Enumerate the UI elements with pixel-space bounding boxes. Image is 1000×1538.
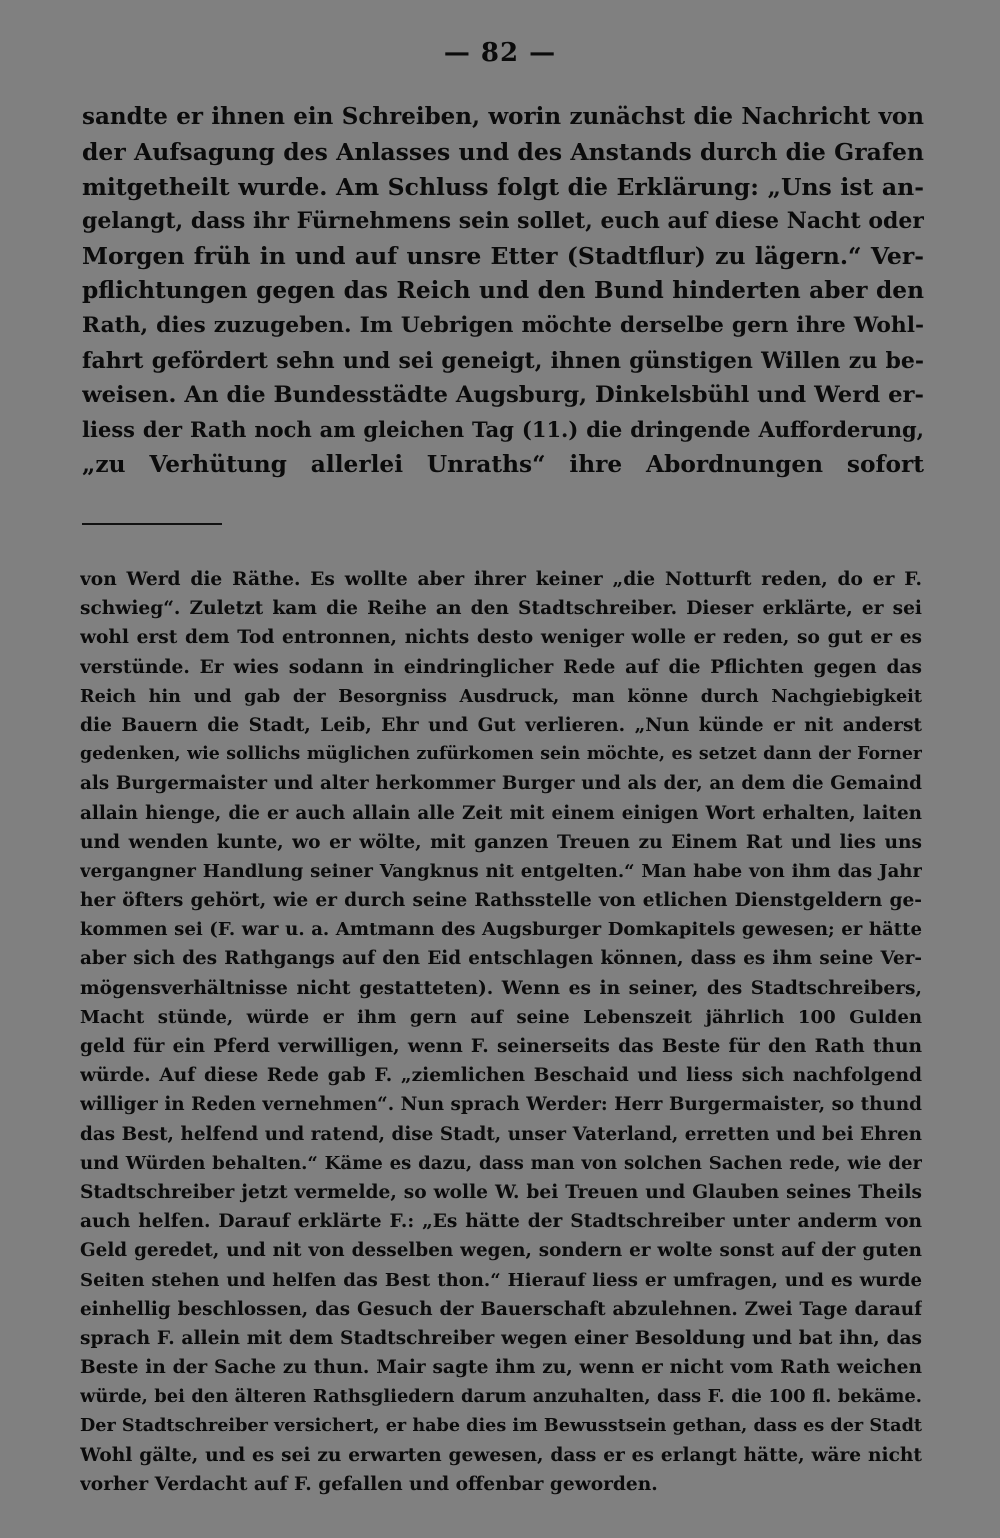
footnote-line: Beste in der Sache zu thun. Mair sagte ihm zu, wenn er nicht vom Rath weichen xyxy=(80,1357,922,1379)
footnote-line: die Bauern die Stadt, Leib, Ehr und Gut verlieren. „Nun künde er nit anderst xyxy=(80,714,922,736)
main-text-line: Rath, dies zuzugeben. Im Uebrigen möchte derselbe gern ihre Wohl- xyxy=(82,312,924,338)
footnote-line: als Burgermaister und alter herkommer Burger und als der, an dem die Gemaind xyxy=(80,773,922,795)
footnote-line: einhellig beschlossen, das Gesuch der Bauerschaft abzulehnen. Zwei Tage darauf xyxy=(80,1298,922,1320)
footnote-divider xyxy=(82,523,222,525)
footnote-line: Stadtschreiber jetzt vermelde, so wolle W. bei Treuen und Glauben seines Theils xyxy=(80,1181,922,1203)
footnote-line: würde. Auf diese Rede gab F. „ziemlichen Beschaid und liess sich nachfolgend xyxy=(80,1065,922,1087)
footnote-line: williger in Reden vernehmen“. Nun sprach Werder: Herr Burgermaister, so thund xyxy=(80,1094,922,1116)
main-text-line: weisen. An die Bundesstädte Augsburg, Dinkelsbühl und Werd er- xyxy=(82,382,924,409)
footnote-text xyxy=(80,565,922,1499)
main-text-line: fahrt gefördert sehn und sei geneigt, ihnen günstigen Willen zu be- xyxy=(82,347,924,374)
page-number: — 82 — xyxy=(443,38,557,68)
footnote-line: und Würden behalten.“ Käme es dazu, dass man von solchen Sachen rede, wie der xyxy=(80,1152,922,1174)
main-text-line: pflichtungen gegen das Reich und den Bund hinderten aber den xyxy=(82,276,924,304)
main-text-line: der Aufsagung des Anlasses und des Anstands durch die Grafen xyxy=(82,137,924,166)
footnote-line: Der Stadtschreiber versichert, er habe dies im Bewusstsein gethan, dass es der Stadt xyxy=(80,1415,922,1437)
main-text-line: gelangt, dass ihr Fürnehmens sein sollet, euch auf diese Nacht oder xyxy=(82,208,924,235)
footnote-line: allain hienge, die er auch allain alle Zeit mit einem einigen Wort erhalten, laiten xyxy=(80,802,922,824)
footnote-line: Reich hin und gab der Besorgniss Ausdruck, man könne durch Nachgiebigkeit xyxy=(80,685,922,707)
footnote-line: verstünde. Er wies sodann in eindringlicher Rede auf die Pflichten gegen das xyxy=(80,656,922,678)
footnote-line: von Werd die Räthe. Es wollte aber ihrer keiner „die Notturft reden, do er F. xyxy=(80,569,922,590)
footnote-line: Macht stünde, würde er ihm gern auf seine Lebenszeit jährlich 100 Gulden xyxy=(80,1006,922,1028)
footnote-line: sprach F. allein mit dem Stadtschreiber wegen einer Besoldung und bat ihn, das xyxy=(80,1327,922,1349)
footnote-line: vorher Verdacht auf F. gefallen und offenbar geworden. xyxy=(80,1473,658,1495)
main-text-line: „zu Verhütung allerlei Unraths“ ihre Abordnungen sofort xyxy=(82,450,924,478)
footnote-line: das Best, helfend und ratend, dise Stadt, unser Vaterland, erretten und bei Ehren xyxy=(80,1123,922,1145)
footnote-line: Geld geredet, und nit von desselben wegen, sondern er wolte sonst auf der guten xyxy=(80,1240,922,1262)
footnote-line: würde, bei den älteren Rathsgliedern darum anzuhalten, dass F. die 100 fl. bekäme. xyxy=(80,1386,922,1408)
footnote-line: Wohl gälte, und es sei zu erwarten gewesen, dass er es erlangt hätte, wäre nicht xyxy=(80,1444,922,1466)
footnote-line: schwieg“. Zuletzt kam die Reihe an den Stadtschreiber. Dieser erklärte, er sei xyxy=(80,598,922,620)
main-text-line: mitgetheilt wurde. Am Schluss folgt die Erklärung: „Uns ist an- xyxy=(82,172,924,201)
footnote-line: gedenken, wie sollichs müglichen zufürkomen sein möchte, es setzet dann der Forner xyxy=(80,744,922,765)
main-text xyxy=(82,100,924,483)
footnote-line: vergangner Handlung seiner Vangknus nit entgelten.“ Man habe von ihm das Jahr xyxy=(80,860,922,882)
footnote-line: kommen sei (F. war u. a. Amtmann des Augsburger Domkapitels gewesen; er hätte xyxy=(80,919,922,941)
footnote-line: wohl erst dem Tod entronnen, nichts desto weniger wolle er reden, so gut er es xyxy=(80,627,922,649)
footnote-line: geld für ein Pferd verwilligen, wenn F. seinerseits das Beste für den Rath thun xyxy=(80,1036,922,1057)
main-text-line: liess der Rath noch am gleichen Tag (11.) die dringende Aufforderung, xyxy=(82,417,924,443)
footnote-line: aber sich des Rathgangs auf den Eid entschlagen können, dass es ihm seine Ver- xyxy=(80,948,922,970)
main-text-line: sandte er ihnen ein Schreiben, worin zunächst die Nachricht von xyxy=(82,103,924,130)
footnote-line: und wenden kunte, wo er wölte, mit ganzen Treuen zu Einem Rat und lies uns xyxy=(80,831,922,853)
main-text-line: Morgen früh in und auf unsre Etter (Stadtflur) zu lägern.“ Ver- xyxy=(82,242,924,271)
footnote-line: Seiten stehen und helfen das Best thon.“ Hierauf liess er umfragen, und es wurde xyxy=(80,1269,922,1291)
footnote-line: her öfters gehört, wie er durch seine Rathsstelle von etlichen Dienstgeldern ge- xyxy=(80,890,922,912)
footnote-line: auch helfen. Darauf erklärte F.: „Es hätte der Stadtschreiber unter anderm von xyxy=(80,1211,922,1233)
footnote-line: mögensverhältnisse nicht gestatteten). Wenn es in seiner, des Stadtschreibers, xyxy=(80,977,922,999)
